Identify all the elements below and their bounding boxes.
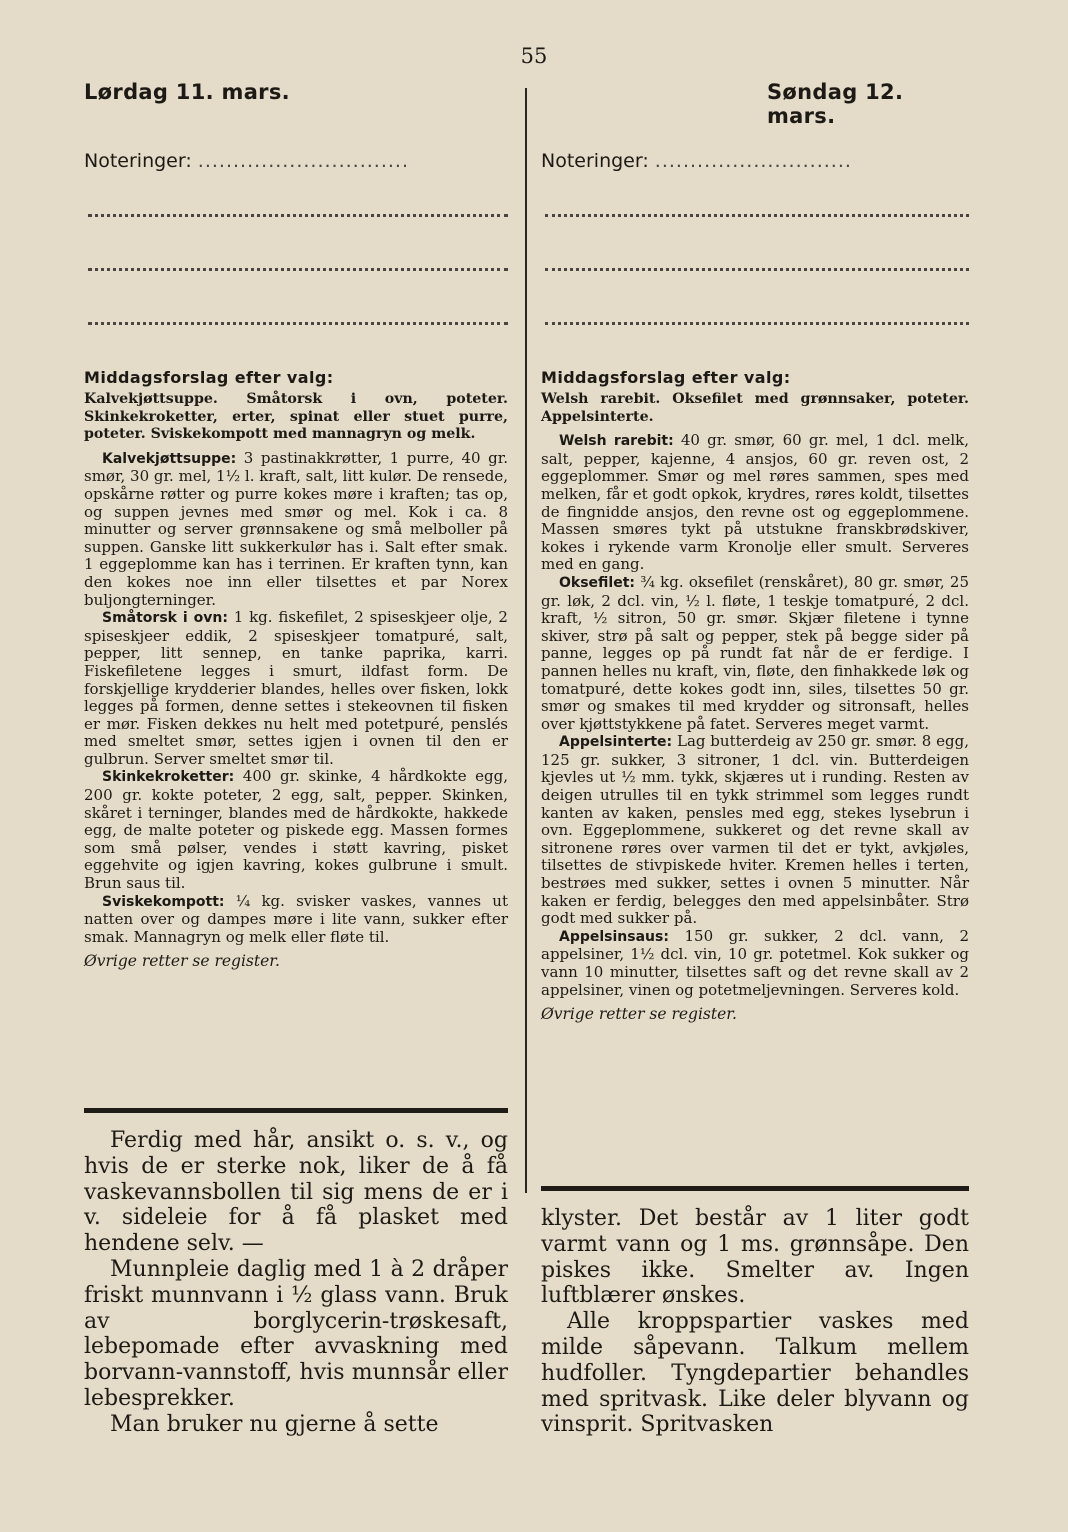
recipe-name: Kalvekjøttsuppe: — [102, 450, 237, 467]
paragraph: klyster. Det består av 1 liter godt varmt vann og 1 ms. grønnsåpe. Den piskes ikke. Smelter av. Ingen luftblærer ønskes. — [541, 1206, 969, 1309]
notes-line — [88, 322, 508, 325]
section-rule — [541, 1186, 969, 1191]
day-header-sunday: Søndag 12. mars. — [767, 80, 904, 128]
day-header-saturday: Lørdag 11. mars. — [84, 80, 290, 104]
notes-line — [545, 322, 969, 325]
notes-label-text: Noteringer: — [541, 150, 649, 172]
recipe-name: Småtorsk i ovn: — [102, 610, 228, 627]
see-register-note: Øvrige retter se register. — [84, 952, 280, 971]
notes-label — [541, 150, 969, 172]
recipe-name: Welsh rarebit: — [559, 433, 674, 450]
recipe — [84, 609, 508, 768]
paragraph: Man bruker nu gjerne å sette — [110, 1411, 439, 1437]
notes-line — [545, 214, 969, 217]
menu-summary: Welsh rarebit. Oksefilet med grønnsaker, poteter. Appelsinterte. — [541, 391, 969, 425]
recipe — [541, 574, 969, 733]
recipe-text: 150 gr. sukker, 2 dcl. vann, 2 appelsiner, 1½ dcl. vin, 10 gr. potetmel. Kok sukker og vann 10 minutter, tilsettes saft og det revne skall av 2 appelsiner, vinen og potetmeljevningen. Serveres kold. — [541, 926, 969, 999]
see-register-note: Øvrige retter se register. — [541, 1005, 737, 1024]
notes-label — [84, 150, 508, 172]
notes-line — [545, 268, 969, 271]
recipe-name: Appelsinsaus: — [559, 928, 669, 945]
body-text — [84, 1128, 508, 1438]
paragraph: Ferdig med hår, ansikt o. s. v., og hvis de er sterke nok, liker de å få vaskevannsbollen til sig mens de er i v. sideleie for å få plasket med hendene selv. — — [84, 1128, 508, 1257]
recipe-text: 40 gr. smør, 60 gr. mel, 1 dcl. melk, salt, pepper, kajenne, 4 ansjos, 60 gr. reven ost, 2 eggeplommer. Smør og mel røres sammen, spes med melken, får et godt opkok, krydres, røres koldt, tilsettes de fingnidde ansjos, den revne ost og eggeplommene. Massen smøres tykt på utstukne franskbrødskiver, kokes i rykende varm Kronolje eller smult. Serveres med en gang. — [541, 431, 969, 574]
notes-dots: .............................. — [197, 150, 409, 172]
notes-line — [88, 214, 508, 217]
dinner-suggestions — [84, 368, 508, 970]
paragraph: Alle kroppspartier vaskes med milde såpevann. Talkum mellem hudfoller. Tyngdepartier behandles med spritvask. Like deler blyvann og vinsprit. Spritvasken — [541, 1309, 969, 1438]
recipe-text: ¾ kg. oksefilet (renskåret), 80 gr. smør, 25 gr. løk, 2 dcl. vin, ½ l. fløte, 1 teskje tomatpuré, 2 dcl. kraft, ½ sitron, 50 gr. smør. Skjær filetene i tynne skiver, strø på salt og pepper, stek på begge sider på panne, legges op på rundt fat når de er ferdige. I pannen helles nu kraft, vin, fløte, den finhakkede løk og tomatpuré, dette kokes godt inn, siles, tilsettes 50 gr. smør og smakes til med krydder og sitronsaft, helles over kjøttstykkene på fatet. Serveres meget varmt. — [541, 572, 969, 733]
recipe-name: Skinkekroketter: — [102, 769, 235, 786]
recipe — [541, 928, 969, 999]
recipe — [84, 450, 508, 609]
notes-dots: ............................ — [654, 150, 852, 172]
recipe — [84, 768, 508, 892]
recipe-text: Lag butterdeig av 250 gr. smør. 8 egg, 125 gr. sukker, 3 sitroner, 1 dcl. vin. Butterdeigen kjevles ut ½ mm. tykk, skjæres ut i runding. Resten av deigen utrulles til en tykk strimmel som legges rundt kanten av kaken, pensles med egg, stekes lysebrun i ovn. Eggeplommene, sukkeret og det revne skall av sitronene røres over varmen til det er tykt, avkjøles, tilsettes de stivpiskede hviter. Kremen helles i terten, bestrøes med sukker, settes i ovnen 5 minutter. Når kaken er ferdig, belegges den med appelsinbåter. Strø godt med sukker på. — [541, 732, 970, 928]
recipe-name: Sviskekompott: — [102, 893, 225, 910]
menu-summary: Kalvekjøttsuppe. Småtorsk i ovn, poteter. Skinkekroketter, erter, spinat eller stuet purre, poteter. Sviskekompott med mannagryn og melk. — [84, 391, 508, 443]
notes-line — [88, 268, 508, 271]
recipe — [541, 432, 969, 574]
recipe — [84, 893, 508, 947]
body-text — [541, 1206, 969, 1438]
page-number: 55 — [520, 44, 548, 68]
column-divider — [525, 88, 527, 1193]
notes-label-text: Noteringer: — [84, 150, 192, 172]
recipe-name: Oksefilet: — [559, 574, 636, 591]
dinner-suggestions — [541, 368, 969, 1023]
recipe-name: Appelsinterte: — [559, 734, 673, 751]
recipe-text: 400 gr. skinke, 4 hårdkokte egg, 200 gr. kokte poteter, 2 egg, salt, pepper. Skinken, skåret i terninger, blandes med de hårdkokte, hakkede egg, de malte poteter og piskede egg. Massen formes som små pølser, vendes i støtt kavring, pisket eggehvite og igjen kavring, kokes gulbrune i smult. Brun saus til. — [84, 767, 508, 893]
recipe — [541, 733, 969, 928]
paragraph: Munnpleie daglig med 1 à 2 dråper friskt munnvann i ½ glass vann. Bruk av borglycerin-trøskesaft, lebepomade efter avvaskning med borvann-vannstoff, hvis munnsår eller lebesprekker. — [84, 1256, 508, 1411]
recipe-text: 3 pastinakkrøtter, 1 purre, 40 gr. smør, 30 gr. mel, 1½ l. kraft, salt, litt kulør. De rensede, opskårne røtter og purre kokes møre i kraften; tas op, og suppen jevnes med smør og mel. Kok i ca. 8 minutter og server grønnsakene og små melboller på suppen. Ganske litt sukkerkulør has i. Salt efter smak. 1 eggeplomme kan has i terrinen. Er kraften tynn, kan den kokes noe inn eller tilsettes et par Norex buljongterninger. — [84, 448, 508, 609]
section-title: Middagsforslag efter valg: — [84, 368, 334, 387]
section-title: Middagsforslag efter valg: — [541, 368, 791, 387]
recipe-text: ¼ kg. svisker vaskes, vannes ut natten over og dampes møre i lite vann, sukker efter smak. Mannagryn og melk eller fløte til. — [84, 891, 508, 946]
recipe-text: 1 kg. fiskefilet, 2 spiseskjeer olje, 2 spiseskjeer eddik, 2 spiseskjeer tomatpuré, salt, pepper, litt sennep, en tanke paprika, karri. Fiskefiletene legges i smurt, ildfast form. De forskjellige krydderier blandes, helles over fisken, lokk legges på formen, denne settes i stekeovnen til fisken er mør. Fisken dekkes nu helt med potetpuré, penslés med smeltet smør, settes igjen i ovnen til den er gulbrun. Server smeltet smør til. — [84, 608, 508, 768]
section-rule — [84, 1108, 508, 1113]
